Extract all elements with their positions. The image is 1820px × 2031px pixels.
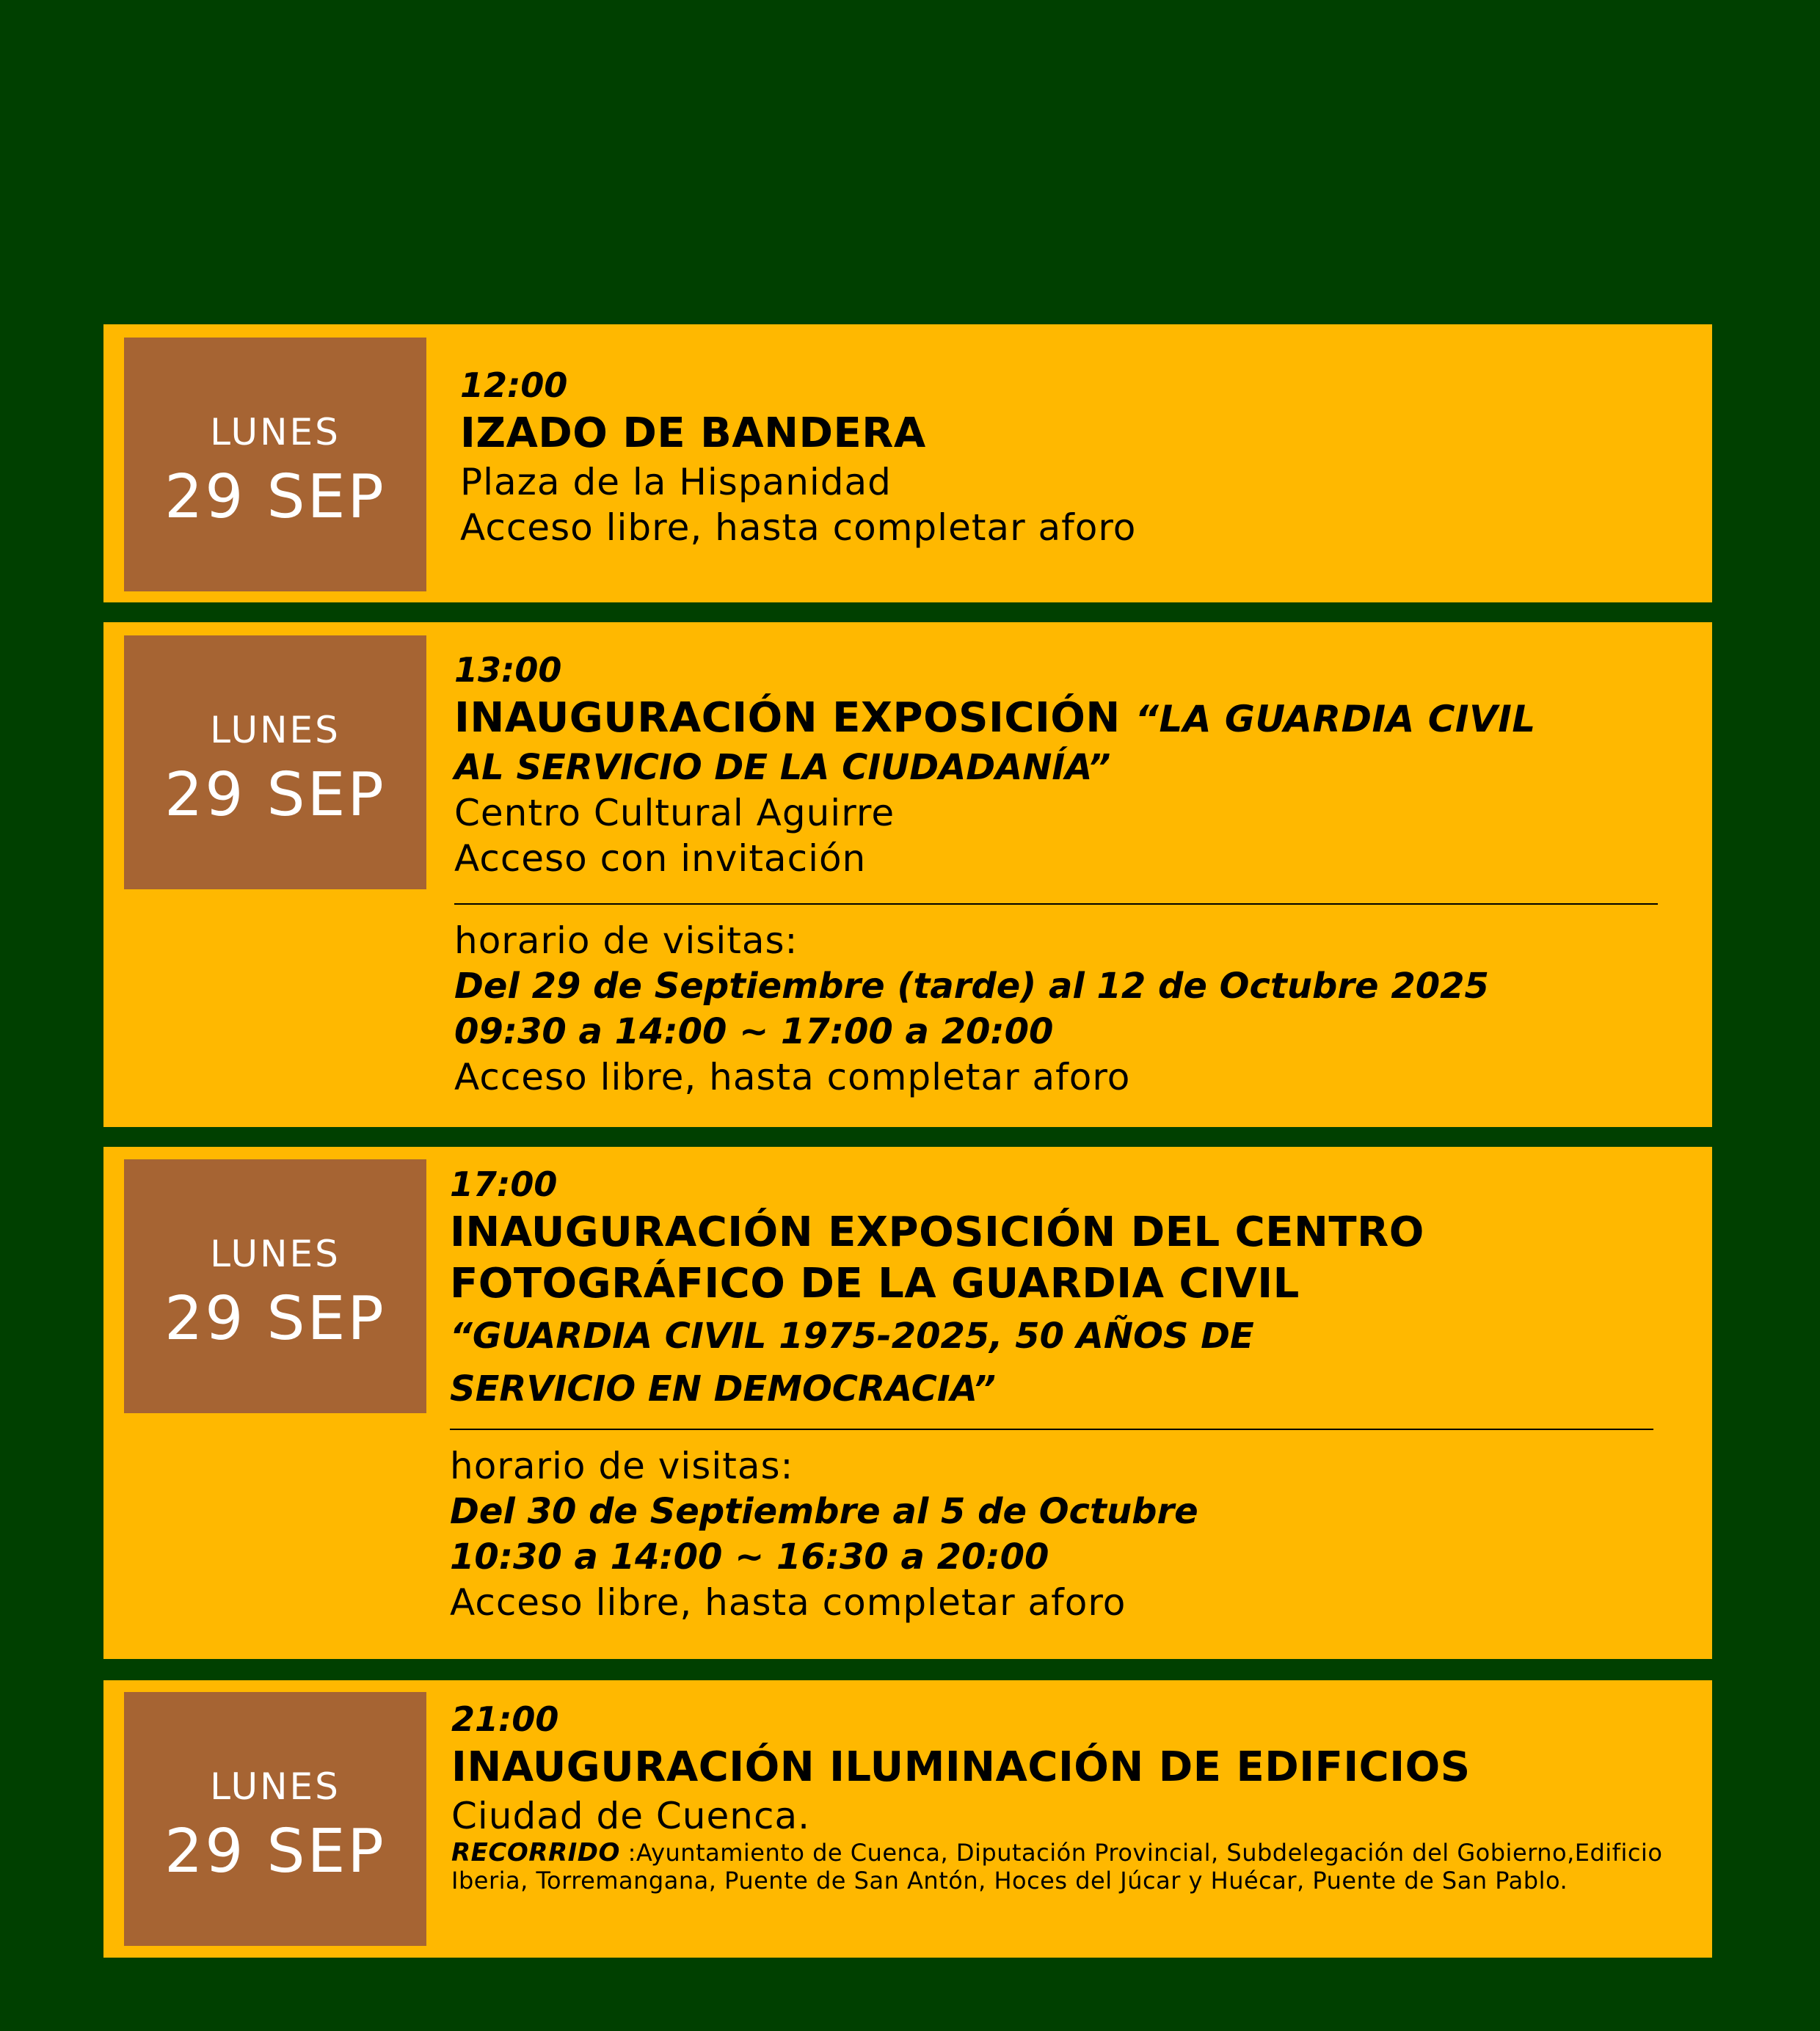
date-box [124,338,426,591]
date-box [124,1692,426,1946]
date-day: LUNES [210,1765,341,1808]
route-text: :Ayuntamiento de Cuenca, Diputación Provincial, Subdelegación del Gobierno,Edificio Iberia, Torremangana, Puente de San Antón, Hoces del Júcar y Huécar, Puente de San Pablo. [451,1839,1663,1895]
event-card-2 [103,622,1712,1127]
event-title-line1: INAUGURACIÓN EXPOSICIÓN DEL CENTRO [450,1208,1424,1256]
event-content [454,647,1683,1100]
event-content [450,1162,1683,1625]
visits-access: Acceso libre, hasta completar aforo [450,1581,1126,1624]
event-title [454,693,1683,745]
event-access: Acceso libre, hasta completar aforo [460,506,1137,549]
event-title-line2: FOTOGRÁFICO DE LA GUARDIA CIVIL [450,1260,1300,1308]
date-number: 29 SEP [164,760,386,830]
date-number: 29 SEP [164,1284,386,1354]
visits-access: Acceso libre, hasta completar aforo [454,1056,1131,1098]
event-time: 17:00 [450,1164,558,1204]
route-label: RECORRIDO [451,1838,620,1867]
event-time: 12:00 [460,365,568,405]
divider [454,903,1658,905]
event-place: Plaza de la Hispanidad [460,461,892,503]
event-route [451,1839,1670,1895]
event-title: INAUGURACIÓN ILUMINACIÓN DE EDIFICIOS [451,1743,1471,1791]
date-number: 29 SEP [164,1817,386,1886]
event-time: 21:00 [451,1699,559,1739]
event-access: Acceso con invitación [454,837,867,880]
event-place: Centro Cultural Aguirre [454,792,895,834]
event-card-4 [103,1680,1712,1958]
visits-range: Del 29 de Septiembre (tarde) al 12 de Octubre 2025 [454,966,1489,1007]
event-time: 13:00 [454,650,562,690]
event-card-3 [103,1147,1712,1659]
divider [450,1429,1653,1430]
event-content [460,362,1683,550]
event-title-main: INAUGURACIÓN EXPOSICIÓN [454,694,1135,742]
event-title-line2: AL SERVICIO DE LA CIUDADANÍA” [454,747,1111,788]
visits-label: horario de visitas: [454,919,798,962]
visits-range: Del 30 de Septiembre al 5 de Octubre [450,1491,1198,1532]
event-place: Ciudad de Cuenca. [451,1795,810,1837]
date-box [124,1159,426,1413]
event-subtitle-line2: SERVICIO EN DEMOCRACIA” [450,1368,996,1410]
event-title: IZADO DE BANDERA [460,409,926,457]
visits-hours: 09:30 a 14:00 ~ 17:00 a 20:00 [454,1011,1054,1052]
date-day: LUNES [210,709,341,751]
date-day: LUNES [210,1233,341,1275]
event-card-1 [103,324,1712,602]
visits-label: horario de visitas: [450,1445,794,1487]
date-number: 29 SEP [164,462,386,532]
event-subtitle-line1: “GUARDIA CIVIL 1975-2025, 50 AÑOS DE [450,1316,1254,1357]
date-day: LUNES [210,411,341,453]
event-title-quote: “LA GUARDIA CIVIL [1135,698,1536,740]
visits-hours: 10:30 a 14:00 ~ 16:30 a 20:00 [450,1536,1049,1578]
date-box [124,635,426,889]
event-content [451,1696,1683,1895]
